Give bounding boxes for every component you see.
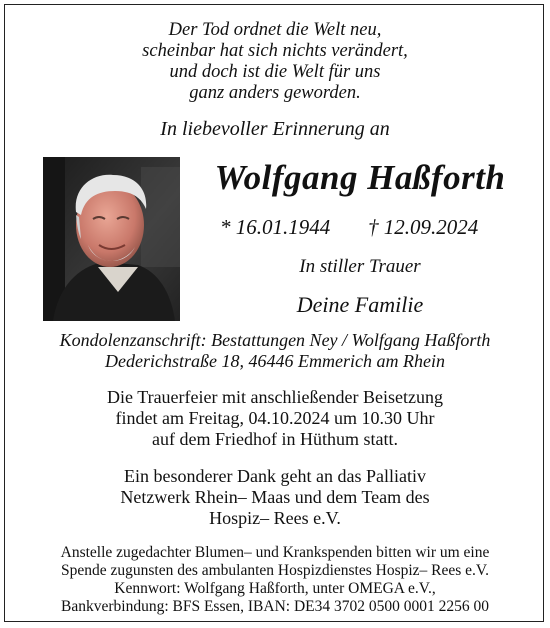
ceremony-line-3: auf dem Friedhof in Hüthum statt. — [152, 429, 398, 449]
condolence-line-2: Dederichstraße 18, 46446 Emmerich am Rhein — [105, 351, 445, 371]
donation-line-2: Spende zugunsten des ambulanten Hospizdienstes Hospiz– Rees e.V. — [60, 562, 490, 579]
condolence-line-1: Kondolenzanschrift: Bestattungen Ney / Wolfgang Haßforth — [59, 330, 491, 350]
family-signature: Deine Familie — [296, 292, 424, 317]
mourning-line: In stiller Trauer — [299, 256, 421, 277]
thanks-line-1: Ein besonderer Dank geht an das Palliativ — [124, 466, 426, 486]
donation-line-1: Anstelle zugedachter Blumen– und Krankspenden bitten wir um eine — [60, 544, 490, 561]
poem-line-2: scheinbar hat sich nichts verändert, — [142, 41, 408, 61]
death-date: † 12.09.2024 — [368, 215, 479, 239]
poem-line-4: ganz anders geworden. — [189, 83, 361, 103]
ceremony-line-1: Die Trauerfeier mit anschließender Beisetzung — [107, 387, 443, 407]
memory-line: In liebevoller Erinnerung an — [160, 118, 390, 140]
poem-line-1: Der Tod ordnet die Welt neu, — [168, 20, 382, 40]
thanks-line-2: Netzwerk Rhein– Maas und dem Team des — [120, 487, 430, 507]
donation-line-3: Kennwort: Wolfgang Haßforth, unter OMEGA e.V., — [114, 580, 436, 597]
birth-date: * 16.01.1944 — [220, 215, 331, 239]
ceremony-line-2: findet am Freitag, 04.10.2024 um 10.30 Uhr — [115, 408, 435, 428]
thanks-line-3: Hospiz– Rees e.V. — [209, 508, 341, 528]
poem-line-3: und doch ist die Welt für uns — [169, 62, 381, 82]
donation-line-4: Bankverbindung: BFS Essen, IBAN: DE34 3702 0500 0001 2256 00 — [61, 598, 489, 615]
deceased-name: Wolfgang Haßforth — [214, 158, 506, 197]
portrait-photo — [43, 157, 180, 321]
